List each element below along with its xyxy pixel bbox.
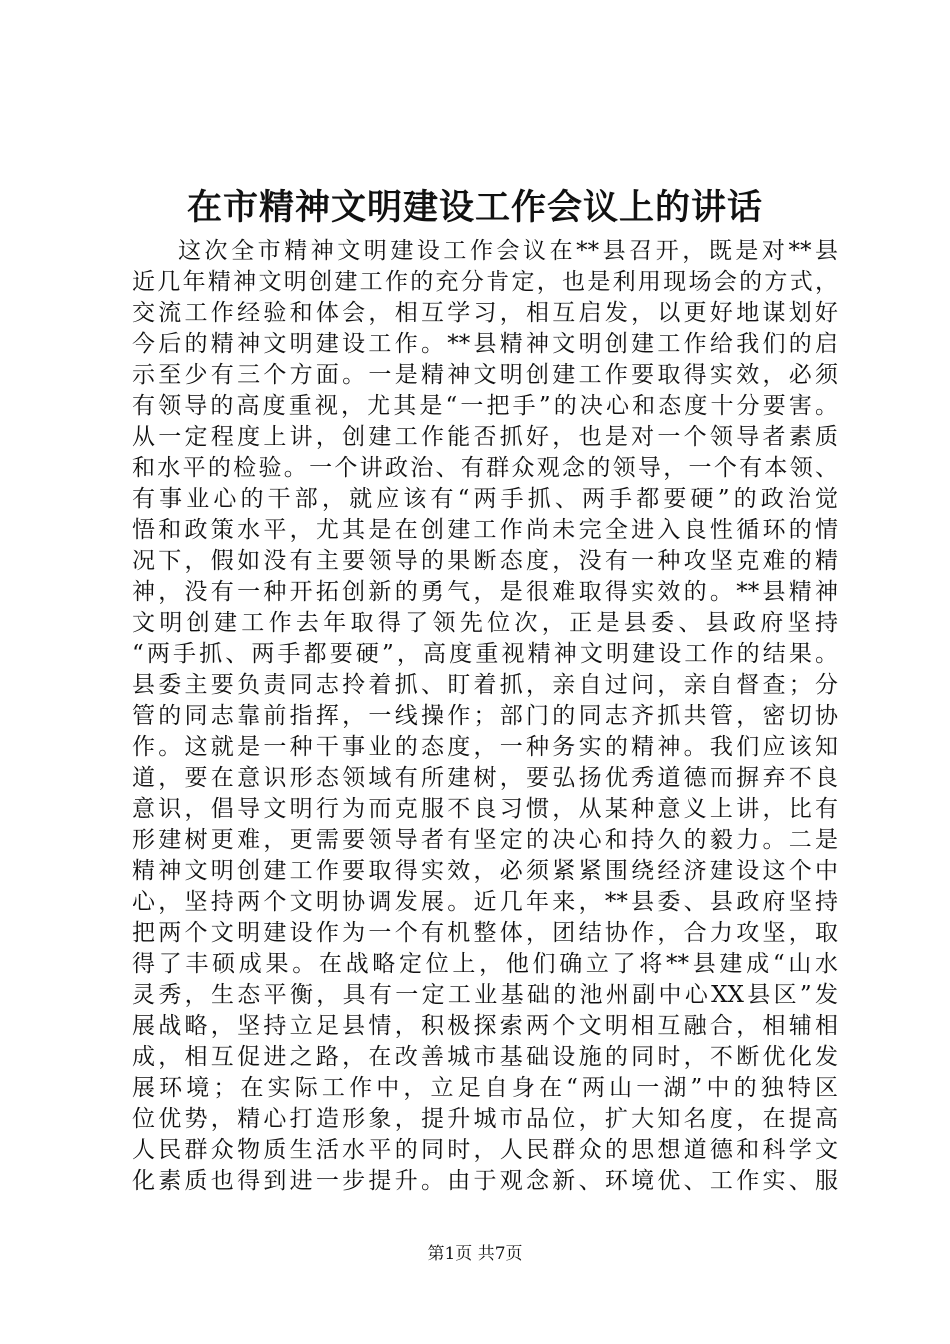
text-line: 悟和政策水平，尤其是在创建工作尚未完全进入良性循环的情 — [132, 517, 838, 543]
text-line: 有领导的高度重视，尤其是“一把手”的决心和态度十分要害。 — [132, 393, 838, 419]
text-line: 心，坚持两个文明协调发展。近几年来，**县委、县政府坚持 — [132, 889, 838, 915]
text-line: 和水平的检验。一个讲政治、有群众观念的领导，一个有本领、 — [132, 455, 838, 481]
text-line: 意识，倡导文明行为而克服不良习惯，从某种意义上讲，比有 — [132, 796, 838, 822]
page-title: 在市精神文明建设工作会议上的讲话 — [186, 187, 763, 228]
text-line: 道，要在意识形态领域有所建树，要弘扬优秀道德而摒弃不良 — [132, 765, 838, 791]
text-line: 作。这就是一种干事业的态度，一种务实的精神。我们应该知 — [132, 734, 838, 760]
text-line: 交流工作经验和体会，相互学习，相互启发，以更好地谋划好 — [132, 300, 838, 326]
text-line: 化素质也得到进一步提升。由于观念新、环境优、工作实、服 — [132, 1168, 838, 1194]
text-line: 示至少有三个方面。一是精神文明创建工作要取得实效，必须 — [132, 362, 838, 388]
text-line: 管的同志靠前指挥，一线操作；部门的同志齐抓共管，密切协 — [132, 703, 838, 729]
body-paragraph — [132, 236, 838, 1197]
text-line: 从一定程度上讲，创建工作能否抓好，也是对一个领导者素质 — [132, 424, 838, 450]
text-line: 况下，假如没有主要领导的果断态度，没有一种攻坚克难的精 — [132, 548, 838, 574]
text-line: 展环境；在实际工作中，立足自身在“两山一湖”中的独特区 — [132, 1075, 838, 1101]
text-line: 精神文明创建工作要取得实效，必须紧紧围绕经济建设这个中 — [132, 858, 838, 884]
text-line: 今后的精神文明建设工作。**县精神文明创建工作给我们的启 — [132, 331, 838, 357]
text-line: 展战略，坚持立足县情，积极探索两个文明相互融合，相辅相 — [132, 1013, 838, 1039]
text-line: 灵秀，生态平衡，具有一定工业基础的池州副中心XX县区”发 — [132, 982, 838, 1008]
page-number-footer: 第1页 共7页 — [427, 1244, 523, 1264]
text-line: 形建树更难，更需要领导者有坚定的决心和持久的毅力。二是 — [132, 827, 838, 853]
text-line: “两手抓、两手都要硬”，高度重视精神文明建设工作的结果。 — [132, 641, 838, 667]
text-line: 神，没有一种开拓创新的勇气，是很难取得实效的。**县精神 — [132, 579, 838, 605]
text-line: 文明创建工作去年取得了领先位次，正是县委、县政府坚持 — [132, 610, 838, 636]
text-line: 近几年精神文明创建工作的充分肯定，也是利用现场会的方式， — [132, 269, 838, 295]
text-line: 成，相互促进之路，在改善城市基础设施的同时，不断优化发 — [132, 1044, 838, 1070]
text-line: 位优势，精心打造形象，提升城市品位，扩大知名度，在提高 — [132, 1106, 838, 1132]
text-line: 这次全市精神文明建设工作会议在**县召开，既是对**县 — [178, 238, 838, 264]
text-line: 把两个文明建设作为一个有机整体，团结协作，合力攻坚，取 — [132, 920, 838, 946]
text-line: 得了丰硕成果。在战略定位上，他们确立了将**县建成“山水 — [132, 951, 838, 977]
text-line: 有事业心的干部，就应该有“两手抓、两手都要硬”的政治觉 — [132, 486, 838, 512]
text-line: 人民群众物质生活水平的同时，人民群众的思想道德和科学文 — [132, 1137, 838, 1163]
text-line: 县委主要负责同志拎着抓、盯着抓，亲自过问，亲自督查；分 — [132, 672, 838, 698]
